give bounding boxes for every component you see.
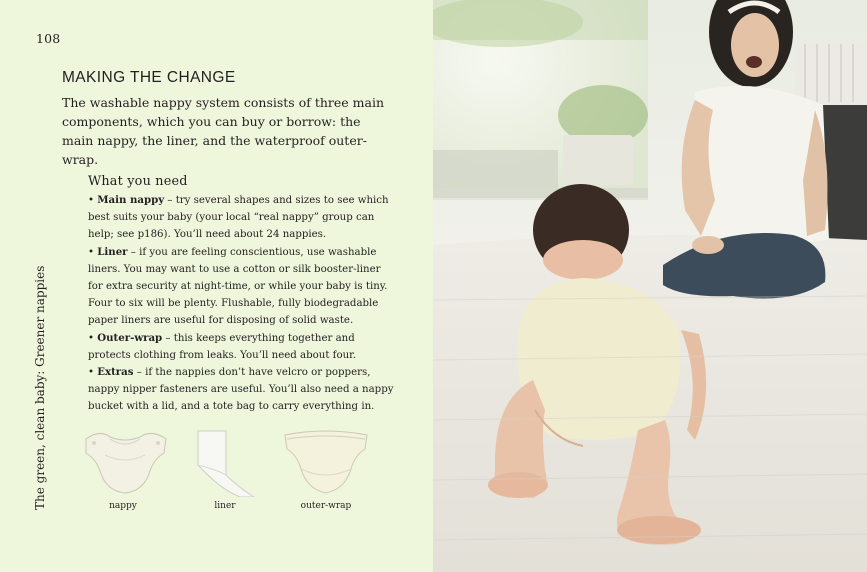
outer-wrap-label: outer-wrap [300,501,352,511]
nappy-label: nappy [109,501,137,511]
list-item [88,330,396,364]
list-item [88,244,396,330]
photo-page [433,0,867,572]
baby-crawling-photo [433,0,867,572]
list-item [88,192,396,244]
running-header: The green, clean baby: Greener nappies [33,265,47,510]
item-text: – if you are feeling conscientious, use washable liners. You may want to use a cotton or silk booster-liner for extra security at night-time, or while your baby is tiny. Four to six will be plenty. Flushable, fully biodegradable paper liners are useful for disposing of solid waste. [88,246,388,327]
item-text: – if the nappies don’t have velcro or poppers, nappy nipper fasteners are useful. You’ll also need a nappy bucket with a lid, and a tote bag to carry everything in. [88,367,394,413]
nappy-image [80,425,170,497]
what-you-need-heading: What you need [88,174,188,189]
item-term: Main nappy [97,194,165,206]
what-you-need-list [88,192,396,416]
list-bullet: • [88,367,98,379]
liner-label: liner [214,501,236,511]
list-bullet: • [88,195,98,206]
liner-image [180,425,270,497]
item-term: Liner [97,245,128,258]
item-text: – this keeps everything together and protects clothing from leaks. You’ll need about four. [88,332,357,361]
item-term: Outer-wrap [97,331,163,344]
item-term: Extras [97,366,134,379]
list-bullet: • [88,332,98,344]
list-item [88,364,396,416]
outer-wrap-image [281,425,371,497]
left-page [0,0,433,572]
section-heading: MAKING THE CHANGE [62,69,236,86]
item-text: – try several shapes and sizes to see which best suits your baby (your local “real nappy” group can help; see p186). You’ll need about 24 nappies. [88,195,389,241]
list-bullet: • [88,246,98,258]
page-number: 108 [36,31,61,46]
intro-paragraph: The washable nappy system consists of three main components, which you can buy or borrow: the main nappy, the liner, and the waterproof outer-wrap. [62,95,384,167]
